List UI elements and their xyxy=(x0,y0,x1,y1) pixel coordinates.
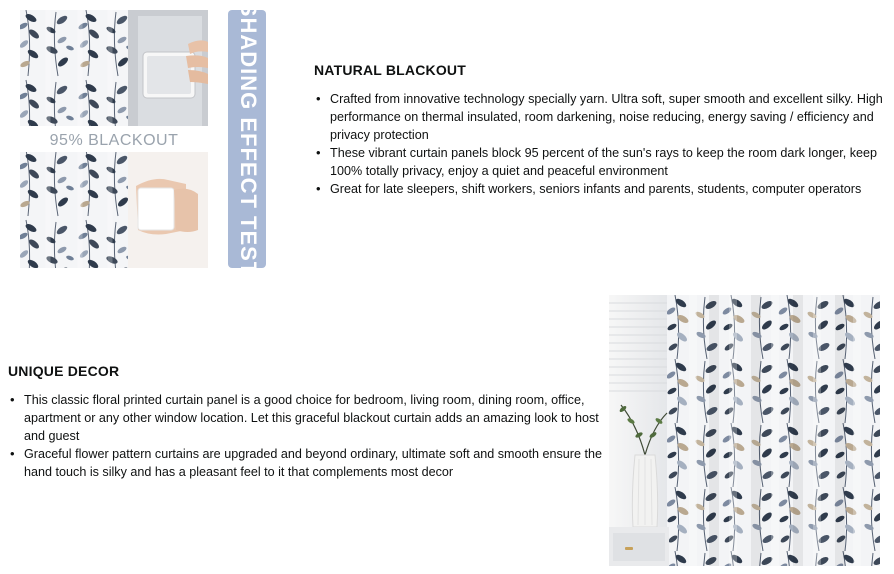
shading-effect-test-label: SHADING EFFECT TEST xyxy=(236,8,262,270)
shading-effect-test-image xyxy=(18,8,268,270)
bullet-item: • Great for late sleepers, shift workers, seniors infants and parents, students, computer operators xyxy=(330,180,886,198)
natural-blackout-bullet-list xyxy=(314,90,886,198)
bullet-item: • These vibrant curtain panels block 95 percent of the sun's rays to keep the room dark longer, keep 100% totally privacy, enjoy a quiet and peaceful environment xyxy=(330,144,886,180)
floral-curtain-room-photo xyxy=(609,295,880,566)
natural-blackout-heading: NATURAL BLACKOUT xyxy=(314,62,466,78)
bullet-item: • Graceful flower pattern curtains are upgraded and beyond ordinary, ultimate soft and smooth ensure the hand touch is silky and has a pleasant feel to it that complements most decor xyxy=(24,445,604,481)
bullet-item: • Crafted from innovative technology specially yarn. Ultra soft, super smooth and excellent silky. High performance on thermal insulated, room darkening, noise reducing, energy saving / efficiency and privacy protection xyxy=(330,90,886,144)
unique-decor-bullet-list xyxy=(8,391,604,481)
natural-blackout-section xyxy=(314,62,886,198)
unique-decor-heading: UNIQUE DECOR xyxy=(8,363,120,379)
unique-decor-section xyxy=(8,363,604,481)
bullet-item: • This classic floral printed curtain panel is a good choice for bedroom, living room, dining room, office, apartment or any other window location. Let this graceful blackout curtain adds an amazing look to host and guest xyxy=(24,391,604,445)
blackout-percent-badge: 95% BLACKOUT xyxy=(49,132,179,149)
